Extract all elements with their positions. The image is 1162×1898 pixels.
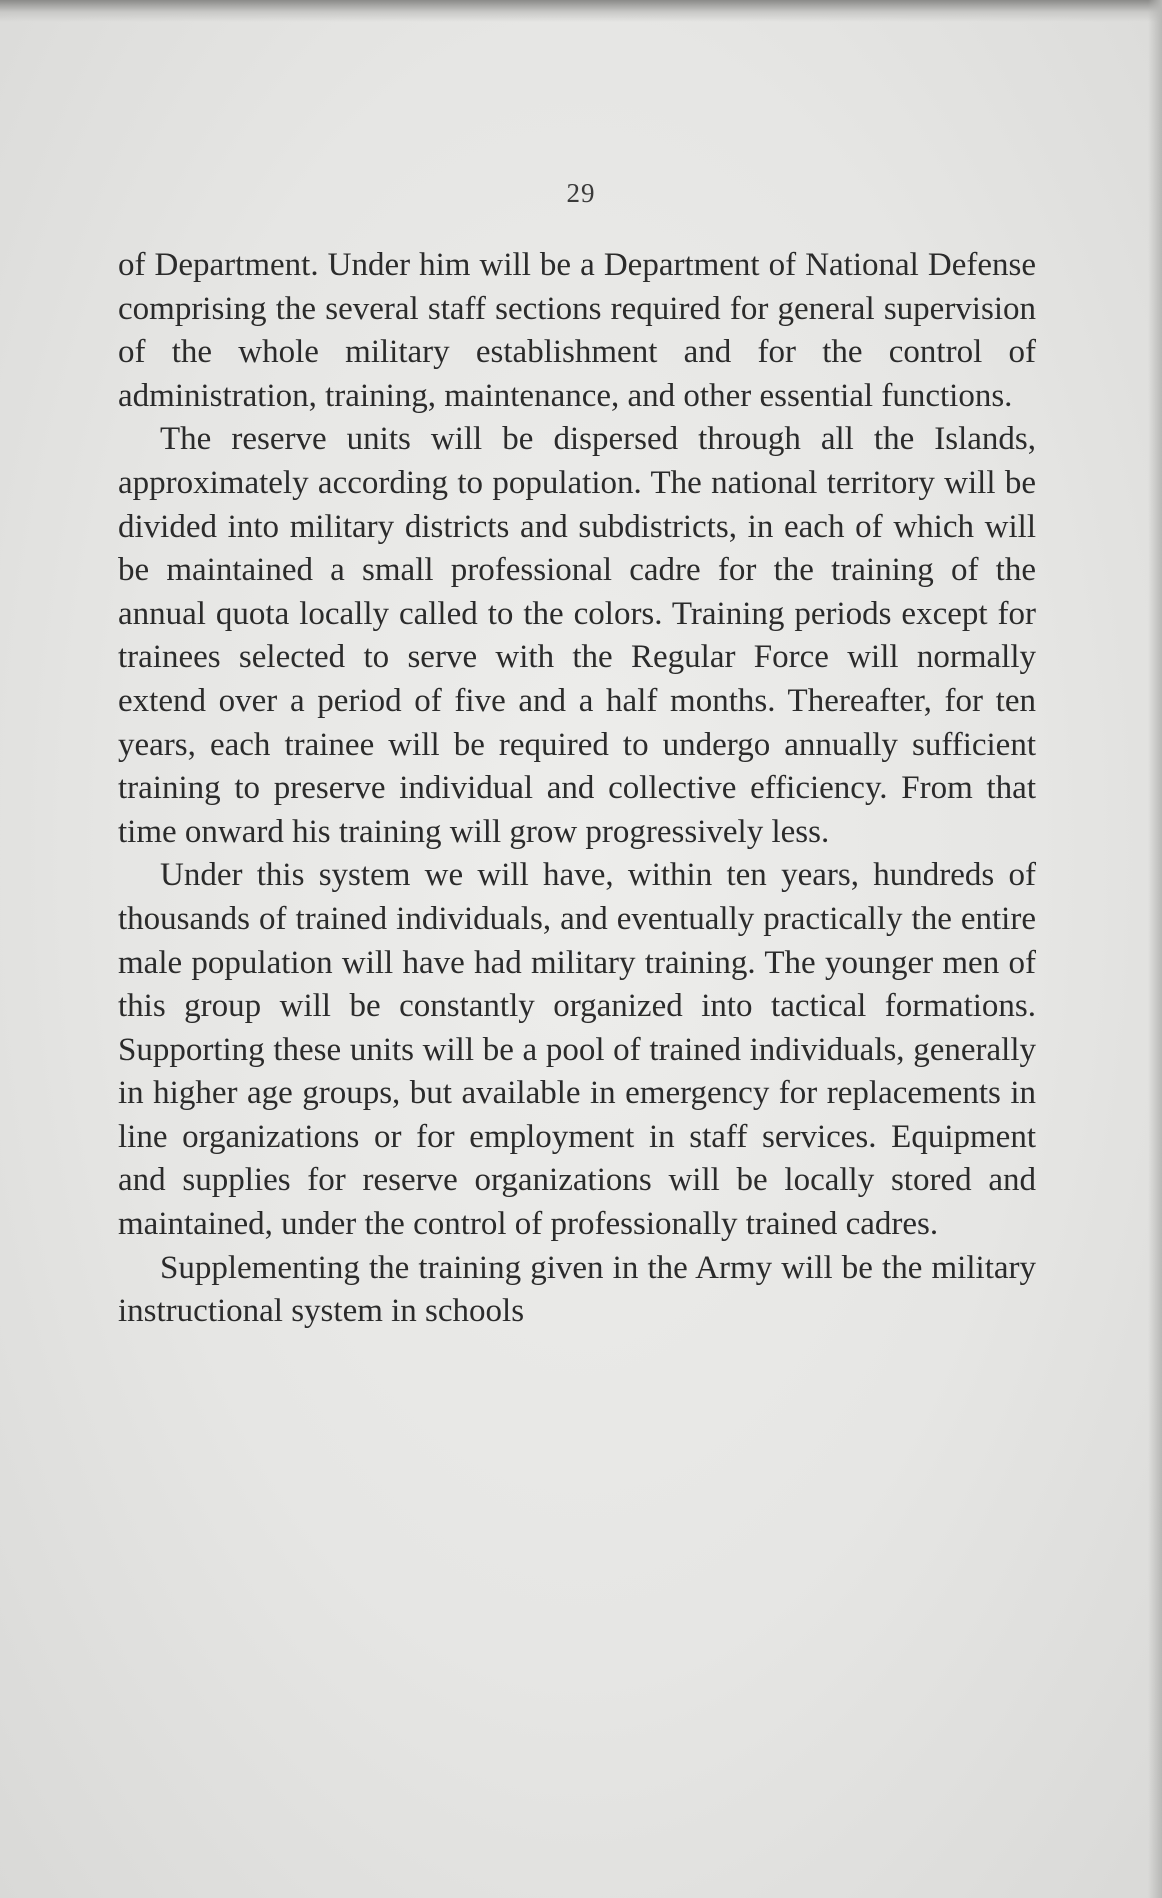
paragraph-4: Supplementing the training given in the Army will be the military instructional system in schools [118, 1249, 1036, 1330]
paragraph-1: of Department. Under him will be a Department of National Defense comprising the several staff sections required for general supervision of the whole military establishment and for the control of administration, training, maintenance, and other essential functions. [118, 247, 1036, 414]
paragraph-3: Under this system we will have, within ten years, hundreds of thousands of trained individuals, and eventually practically the entire male population will have had military training. The younger men of this group will be constantly organized into tactical formations. Supporting these units will be a pool of trained individuals, generally in higher age groups, but available in emergency for replacements in line organizations or for employment in staff services. Equipment and supplies for reserve organizations will be locally stored and maintained, under the control of professionally trained cadres. [118, 857, 1036, 1243]
paragraph-2: The reserve units will be dispersed through all the Islands, approximately according to population. The national territory will be divided into military districts and subdistricts, in each of which will be maintained a small professional cadre for the training of the annual quota locally called to the colors. Training periods except for trainees selected to serve with the Regular Force will normally extend over a period of five and a half months. Thereafter, for ten years, each trainee will be required to undergo annually sufficient training to preserve individual and collective efficiency. From that time onward his training will grow progressively less. [118, 421, 1036, 850]
body-text [118, 244, 1036, 1334]
page-number: 29 [566, 178, 596, 208]
right-edge-shadow [1148, 0, 1162, 1898]
top-edge-shadow [0, 0, 1162, 22]
